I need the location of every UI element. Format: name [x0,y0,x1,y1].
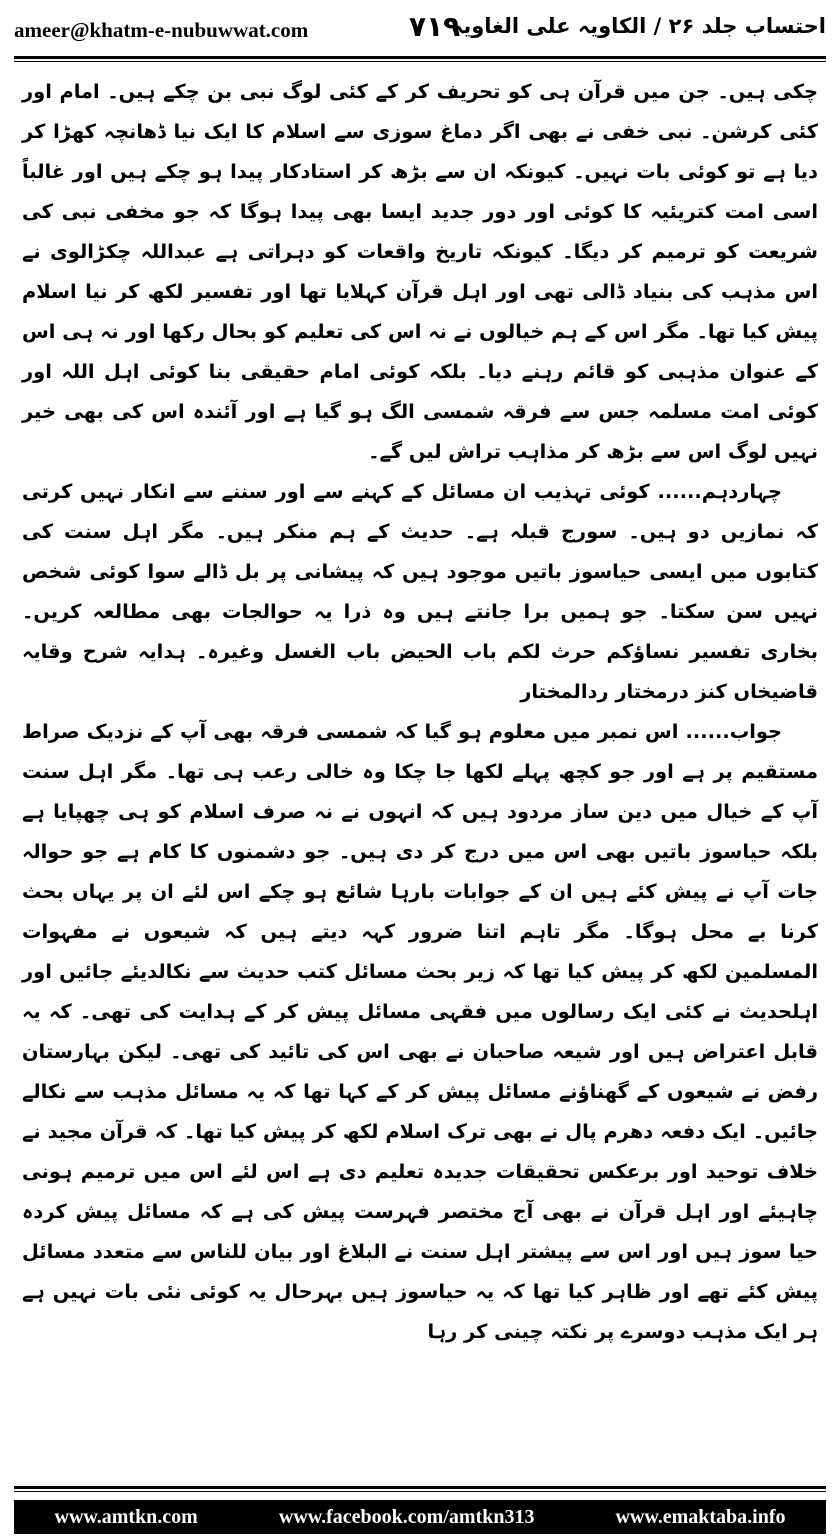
paragraph-fourteenth-objection: چہاردہم...... کوئی تہذیب ان مسائل کے کہنے سے اور سننے سے انکار نہیں کرتی کہ نمازیں دو ہیں۔ سورج قبلہ ہے۔ حدیث کے ہم منکر ہیں۔ مگر اہل سنت کی کتابوں میں ایسی حیاسوز باتیں موجود ہیں کہ پیشانی پر بل ڈالے سوا کوئی شخص نہیں سن سکتا۔ جو ہمیں برا جانتے ہیں وہ ذرا یہ حوالجات بھی مطالعہ کریں۔ بخاری تفسیر نساؤکم حرث لکم باب الحیض باب الغسل وغیرہ۔ ہدایہ شرح وقایہ قاضیخاں کنز درمختار ردالمختار [22,480,818,703]
header-divider-thin [14,61,826,62]
paragraph-answer: جواب...... اس نمبر میں معلوم ہو گیا کہ شمسی فرقہ بھی آپ کے نزدیک صراط مستقیم پر ہے اور جو کچھ پہلے لکھا جا چکا وہ خالی رعب ہی تھا۔ مگر اہل سنت آپ کے خیال میں دین ساز مردود ہیں کہ انہوں نے نہ صرف اسلام کو ہی چھپایا ہے بلکہ حیاسوز باتیں بھی اس میں درج کر دی ہیں۔ جو دشمنوں کا کام ہے جو حوالہ جات آپ نے پیش کئے ہیں ان کے جوابات بارہا شائع ہو چکے اس لئے ان پر یہاں بحث کرنا بے محل ہوگا۔ مگر تاہم اتنا ضرور کہہ دیتے ہیں کہ شیعوں نے مفہوات المسلمین لکھ کر پیش کیا تھا کہ زیر بحث مسائل کتب حدیث سے نکالدیئے جائیں اور اہلحدیث نے کئی ایک رسالوں میں فقہی مسائل پیش کر کے ہدایت کی تھی۔ کہ یہ قابل اعتراض ہیں اور شیعہ صاحبان نے بھی اس کی تائید کی تھی۔ لیکن بہارستان رفض نے شیعوں کے گھناؤنے مسائل پیش کر کے کہا تھا کہ یہ مسائل مذہب سے نکالے جائیں۔ ایک دفعہ دھرم پال نے بھی ترک اسلام لکھ کر پیش کیا تھا۔ کہ قرآن مجید نے خلاف توحید اور برعکس تحقیقات جدیدہ تعلیم دی ہے اس لئے اس میں ترمیم ہونی چاہیئے اور اہل قرآن نے بھی آج مختصر فہرست پیش کی ہے کہ مسائل پیش کردہ حیا سوز ہیں اور اس سے پیشتر اہل سنت نے البلاغ اور بیان للناس سے متعدد مسائل پیش کئے تھے اور ظاہر کیا تھا کہ یہ حیاسوز ہیں بہرحال یہ کوئی نئی بات نہیں ہے ہر ایک مذہب دوسرے پر نکتہ چینی کر رہا [22,720,818,1343]
page-header [14,10,826,54]
page-footer [14,1500,826,1534]
footer-link-facebook[interactable]: www.facebook.com/amtkn313 [278,1505,535,1528]
footer-divider-thin [14,1491,826,1492]
page-body [22,72,818,1472]
book-title: احتساب جلد ۲۶ / الکاویہ علی الغاویہ [451,14,826,38]
page-number: ۷۱۹ [409,10,461,43]
header-email: ameer@khatm-e-nubuwwat.com [14,18,309,42]
footer-link-amtkn[interactable]: www.amtkn.com [54,1505,198,1528]
paragraph-continuation: چکی ہیں۔ جن میں قرآن ہی کو تحریف کر کے کئی لوگ نبی بن چکے ہیں۔ امام اور کئی کرشن۔ نبی خفی نے بھی اگر دماغ سوزی سے اسلام کا ایک نیا ڈھانچہ کھڑا کر دیا ہے تو کوئی بات نہیں۔ کیونکہ ان سے بڑھ کر استادکار پیدا ہو چکے ہیں اور غالباً اسی امت کتریئیہ کا کوئی اور دور جدید ایسا بھی پیدا ہوگا کہ جو مخفی نبی کی شریعت کو ترمیم کر دیگا۔ کیونکہ تاریخ واقعات کو دہراتی ہے عبداللہ چکڑالوی نے اس مذہب کی بنیاد ڈالی تھی اور اہل قرآن کہلایا تھا اور تفسیر لکھ کر نیا اسلام پیش کیا تھا۔ مگر اس کے ہم خیالوں نے نہ اس کی تعلیم کو بحال رکھا اور نہ ہی اس کے عنوان مذہبی کو قائم رہنے دیا۔ بلکہ کوئی امام حقیقی بنا کوئی اہل اللہ اور کوئی امت مسلمہ جس سے فرقہ شمسی الگ ہو گیا ہے اور آئندہ اس کی بھی خیر نہیں لوگ اس سے بڑھ کر مذاہب تراش لیں گے۔ [22,80,818,463]
footer-link-emaktaba[interactable]: www.emaktaba.info [615,1505,786,1528]
header-divider-thick [14,56,826,59]
footer-divider-thick [14,1486,826,1489]
